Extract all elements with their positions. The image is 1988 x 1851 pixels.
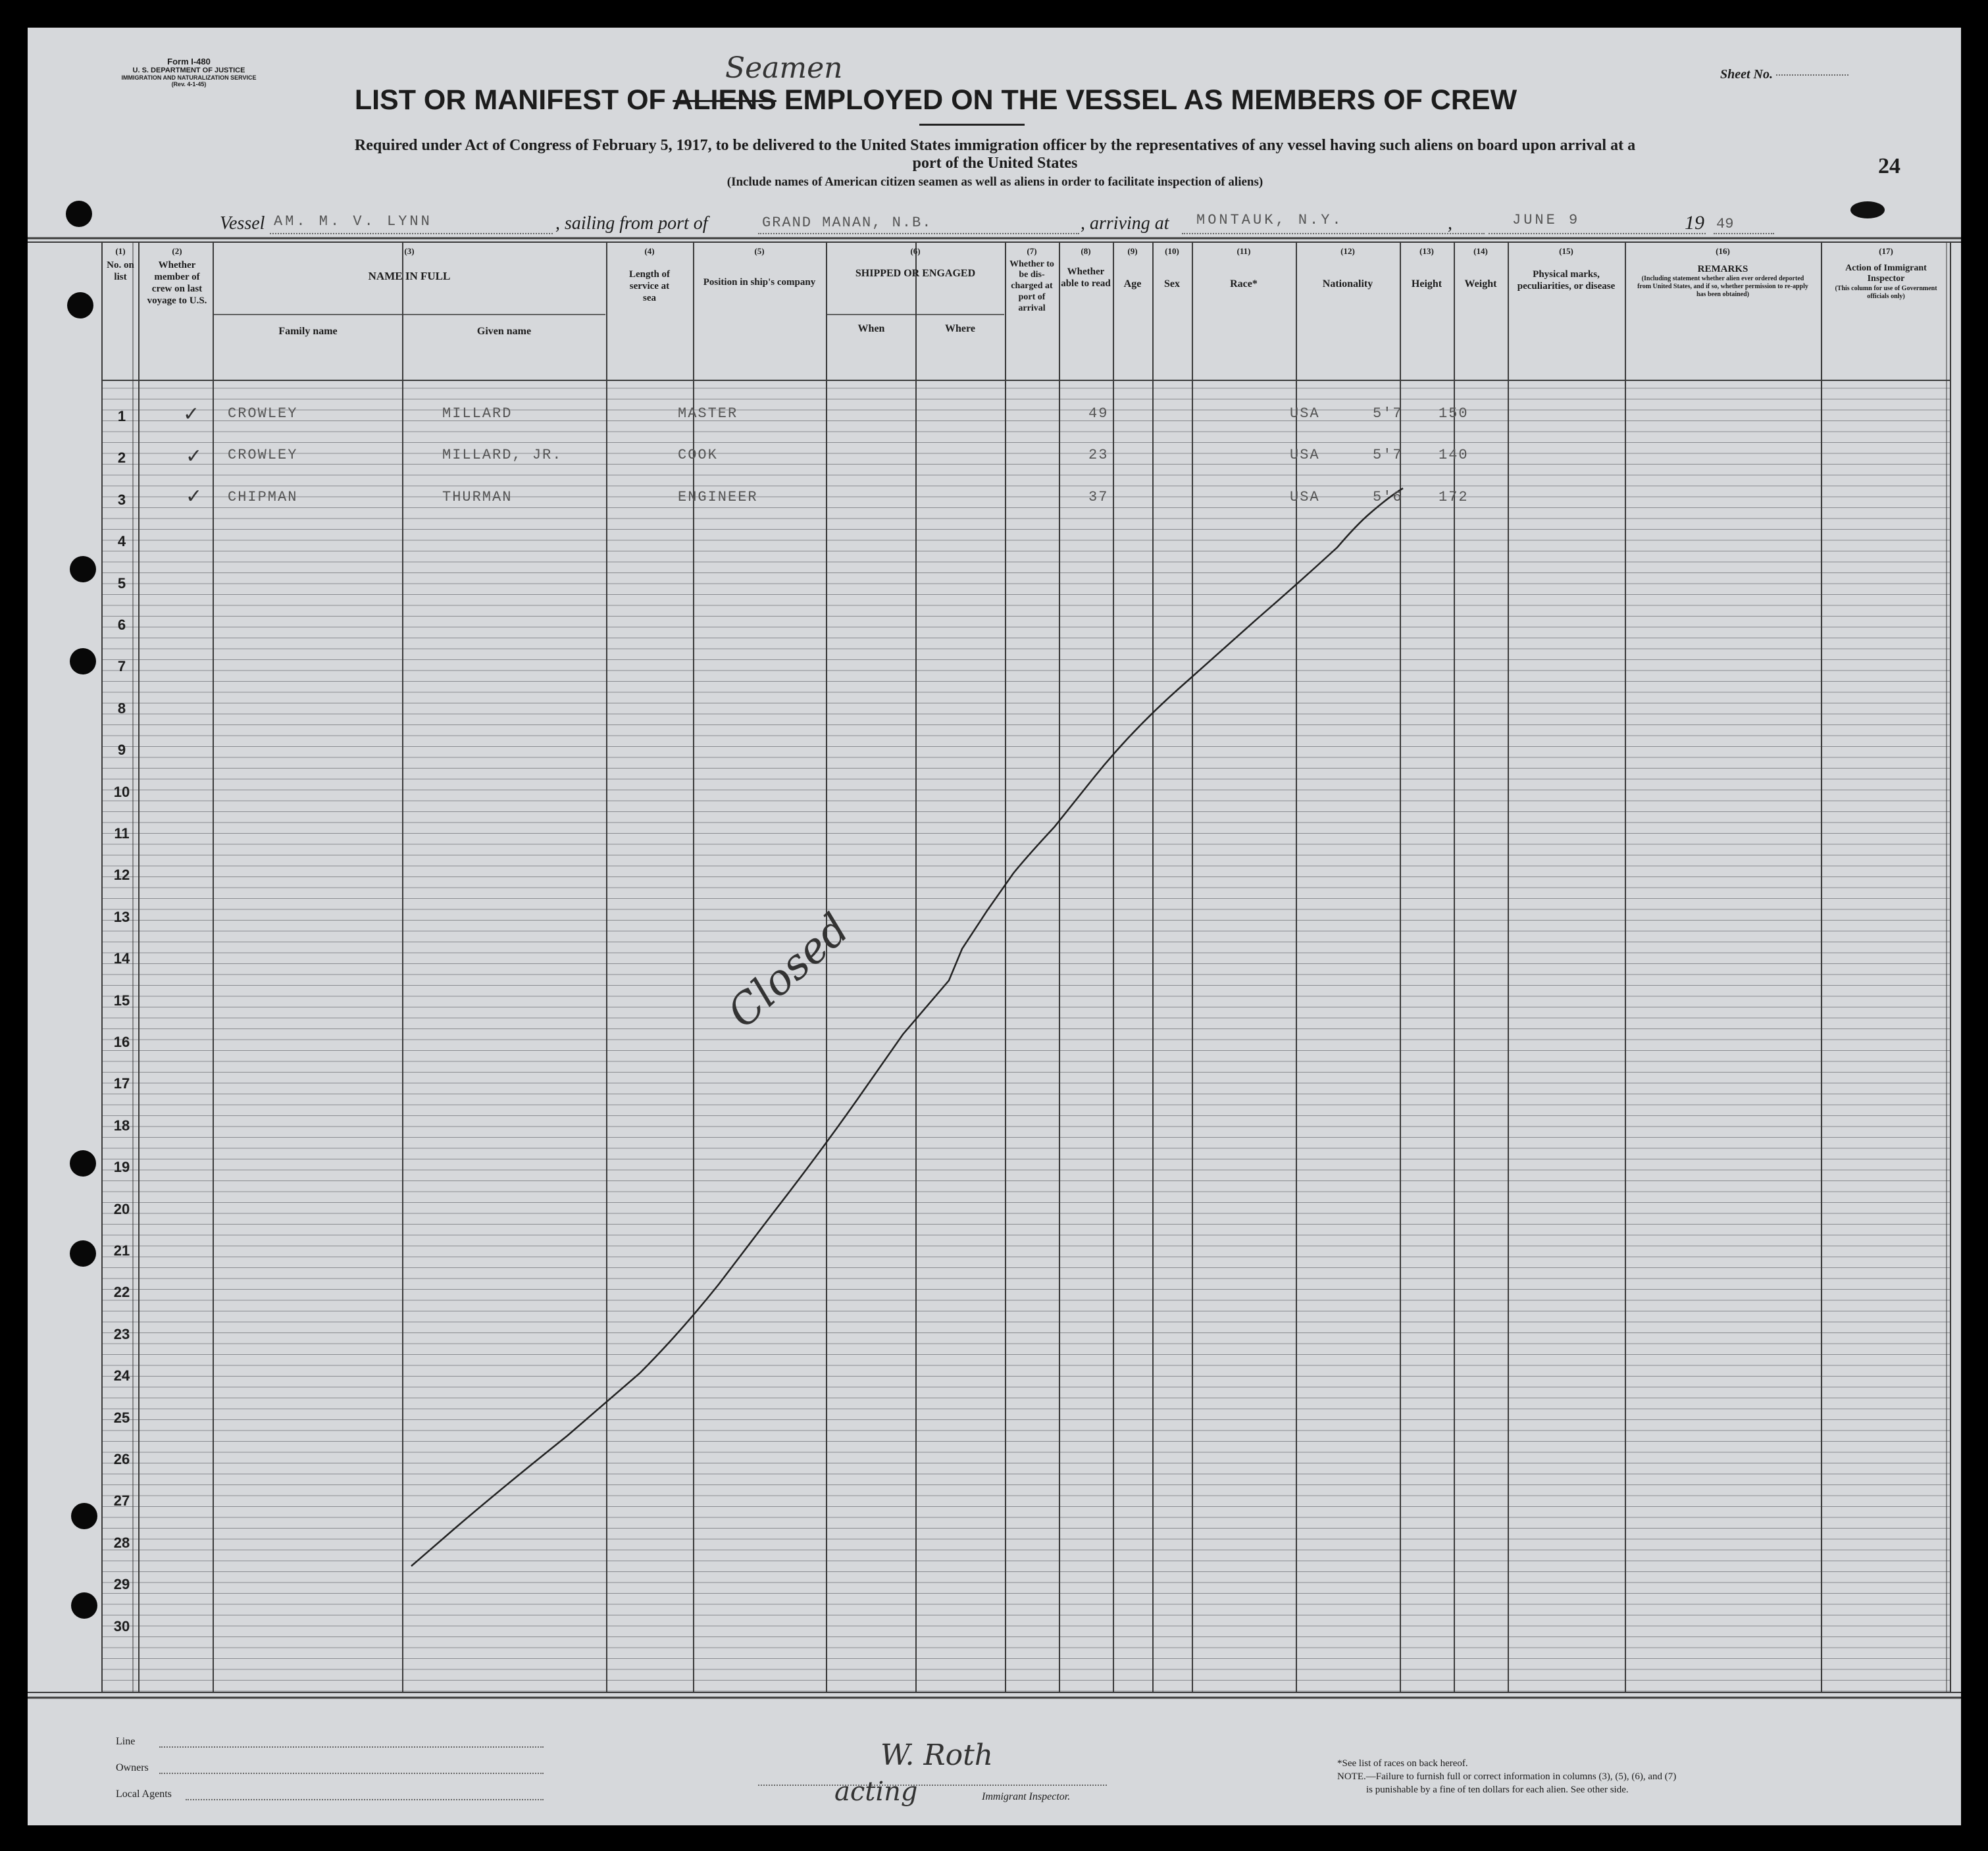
row-number: 7 <box>117 658 126 675</box>
col-9-label: Age <box>1123 278 1142 290</box>
ink-blot <box>1850 201 1885 218</box>
row-number: 11 <box>114 825 130 842</box>
subtitle-line2: port of the United States <box>912 155 1078 172</box>
row-number: 4 <box>117 533 126 550</box>
col-4-label: Length of service at sea <box>628 268 671 303</box>
row-number: 20 <box>113 1200 130 1217</box>
row-number: 27 <box>113 1492 130 1509</box>
col-13-label: Height <box>1411 278 1442 290</box>
crew-age: 49 <box>1088 405 1109 422</box>
col-17-num: (17) <box>1879 246 1893 256</box>
binder-hole <box>70 1240 96 1267</box>
col-8-num: (8) <box>1081 246 1091 256</box>
crew-height: 5'6 <box>1373 488 1403 505</box>
col-14-label: Weight <box>1464 278 1497 290</box>
row-number: 1 <box>117 408 126 424</box>
department: U. S. DEPARTMENT OF JUSTICE <box>132 66 245 74</box>
col-1-label: No. on list <box>107 259 134 282</box>
col-1-header <box>102 246 139 283</box>
row-number: 15 <box>113 992 130 1009</box>
crew-nationality: USA <box>1290 488 1320 505</box>
col-16-num: (16) <box>1716 246 1730 256</box>
binder-hole <box>70 556 96 582</box>
row-number: 10 <box>113 783 130 800</box>
row-number: 14 <box>113 950 130 967</box>
footer <box>28 1699 1961 1824</box>
sheet-number-label: Sheet No. <box>1720 67 1773 82</box>
col-1-num: (1) <box>115 246 126 256</box>
date-value: JUNE 9 <box>1512 212 1581 228</box>
row-number: 16 <box>113 1034 130 1050</box>
col-3-family-header: Family name <box>278 326 338 337</box>
col-6-num: (6) <box>910 246 921 256</box>
crew-height: 5'7 <box>1373 447 1403 464</box>
col-11-num: (11) <box>1236 246 1251 256</box>
page-number: 24 <box>1878 154 1900 178</box>
binder-hole <box>70 648 96 674</box>
row-number: 24 <box>113 1367 130 1384</box>
year-value: 49 <box>1716 216 1734 232</box>
col-3-num: (3) <box>404 246 415 256</box>
col-6-label: SHIPPED OR ENGAGED <box>855 267 976 279</box>
subtitle-line1: Required under Act of Congress of February 5, 1917, to be delivered to the United States immigration officer by the representatives of any vessel having such aliens on board upon arrival at a <box>354 137 1636 154</box>
row-number: 30 <box>113 1617 130 1635</box>
footer-note-1: NOTE.—Failure to furnish full or correct information in columns (3), (5), (6), and (7) <box>1337 1771 1677 1782</box>
col-2-label: Whether member of crew on last voyage to U.S. <box>147 259 207 306</box>
crew-given-name: MILLARD, JR. <box>442 447 563 464</box>
owners-blank <box>159 1773 544 1774</box>
col-16-label: REMARKS <box>1697 263 1748 274</box>
row-number: 22 <box>113 1284 130 1301</box>
col-15-label: Physical marks, peculiarities, or disease <box>1517 268 1616 292</box>
row-number: 18 <box>113 1117 130 1134</box>
row-number: 29 <box>113 1576 130 1593</box>
col-3-header <box>213 246 605 283</box>
owners-label: Owners <box>116 1762 149 1773</box>
col-13-header <box>1400 246 1453 290</box>
col-11-label: Race* <box>1230 278 1258 290</box>
col-14-num: (14) <box>1473 246 1488 256</box>
col-8-label: Whether able to read <box>1061 266 1111 289</box>
binder-hole <box>71 1592 97 1619</box>
row-number: 9 <box>117 742 126 759</box>
col-9-num: (9) <box>1127 246 1138 256</box>
col-3-label: NAME IN FULL <box>368 269 451 282</box>
col-5-header <box>694 246 825 288</box>
crew-nationality: USA <box>1290 447 1320 464</box>
col-15-num: (15) <box>1559 246 1573 256</box>
check-mark: ✓ <box>183 403 200 425</box>
crew-weight: 150 <box>1439 405 1469 422</box>
title-suffix: EMPLOYED ON THE VESSEL AS MEMBERS OF CREW <box>784 84 1517 116</box>
col-7-label: Whether to be dis-charged at port of arrival <box>1009 259 1054 313</box>
year-prefix: 19 <box>1685 212 1704 234</box>
sailing-label: , sailing from port of <box>555 213 708 234</box>
binder-hole <box>71 1503 97 1529</box>
crew-height: 5'7 <box>1373 405 1403 422</box>
binder-hole <box>67 292 93 318</box>
races-note: *See list of races on back hereof. <box>1337 1758 1468 1769</box>
crew-weight: 172 <box>1439 488 1469 505</box>
subtitle-line3: (Include names of American citizen seamen as well as aliens in order to facilitate inspection of aliens) <box>726 175 1263 189</box>
signature-blank <box>758 1785 1107 1786</box>
inspector-signature: W. Roth <box>880 1738 994 1772</box>
col-16-note: (Including statement whether alien ever ordered deported from United States, and if so, whether permission to re-apply has been obtained) <box>1637 274 1808 298</box>
vessel-value: AM. M. V. LYNN <box>274 213 432 230</box>
col-6-where-header: Where <box>945 323 975 334</box>
vessel-label: Vessel <box>220 213 265 234</box>
row-number: 5 <box>117 574 126 592</box>
crew-position: COOK <box>678 447 718 464</box>
handwritten-seamen: Seamen <box>725 51 843 85</box>
col-14-header <box>1454 246 1507 290</box>
col-2-num: (2) <box>172 246 182 256</box>
col-6-when-header: When <box>857 323 885 334</box>
form-number: Form I-480 <box>167 57 211 66</box>
closed-diagonal-stroke <box>411 488 1403 1566</box>
col-10-header <box>1153 246 1191 290</box>
col-12-label: Nationality <box>1322 278 1373 290</box>
col-13-num: (13) <box>1419 246 1434 256</box>
col-12-header <box>1296 246 1399 290</box>
col-16-header <box>1625 246 1820 299</box>
col-6-header <box>827 246 1004 280</box>
col-11-header <box>1192 246 1295 290</box>
binder-hole <box>70 1150 96 1177</box>
crew-nationality: USA <box>1290 405 1320 422</box>
closed-annotation: Closed <box>719 905 859 1038</box>
col-17-label: Action of Immigrant Inspector <box>1845 263 1927 284</box>
agents-label: Local Agents <box>116 1788 172 1800</box>
agents-blank <box>186 1799 544 1800</box>
service: IMMIGRATION AND NATURALIZATION SERVICE <box>121 74 257 81</box>
col-4-num: (4) <box>644 246 655 256</box>
row-number: 6 <box>117 617 126 633</box>
title-prefix: LIST OR MANIFEST OF <box>354 84 666 116</box>
crew-position: ENGINEER <box>678 488 758 505</box>
crew-family-name: CROWLEY <box>228 405 298 422</box>
col-12-num: (12) <box>1340 246 1355 256</box>
crew-family-name: CROWLEY <box>228 447 298 464</box>
title-struck-word: ALIENS <box>673 84 777 116</box>
col-17-header <box>1822 246 1950 301</box>
check-mark: ✓ <box>186 486 203 507</box>
col-9-header <box>1113 246 1152 290</box>
col-4-header <box>607 246 692 304</box>
row-number: 8 <box>117 699 126 717</box>
crew-position: MASTER <box>678 405 738 422</box>
crew-family-name: CHIPMAN <box>228 488 298 505</box>
row-number: 3 <box>117 491 126 508</box>
col-10-num: (10) <box>1165 246 1179 256</box>
row-number: 25 <box>113 1409 130 1426</box>
row-number: 13 <box>113 908 130 925</box>
col-7-header <box>1006 246 1058 315</box>
col-15-header <box>1508 246 1624 292</box>
col-2-header <box>144 246 210 307</box>
sailing-value: GRAND MANAN, N.B. <box>762 215 932 231</box>
col-7-num: (7) <box>1027 246 1037 256</box>
inspector-label: Immigrant Inspector. <box>982 1791 1071 1802</box>
row-number: 17 <box>113 1075 130 1092</box>
col-3-given-header: Given name <box>476 326 532 337</box>
footer-note-2: is punishable by a fine of ten dollars for each alien. See other side. <box>1366 1785 1629 1795</box>
crew-given-name: MILLARD <box>442 405 513 422</box>
arriving-value: MONTAUK, N.Y. <box>1196 212 1344 228</box>
line-label: Line <box>116 1736 136 1747</box>
row-number: 19 <box>113 1159 130 1176</box>
acting-annotation: acting <box>834 1777 918 1807</box>
check-mark: ✓ <box>186 445 203 467</box>
row-number: 26 <box>113 1451 130 1467</box>
row-number: 2 <box>117 449 126 467</box>
comma-separator: , <box>1448 213 1452 234</box>
revision: (Rev. 4-1-45) <box>171 81 207 88</box>
col-5-label: Position in ship's company <box>703 276 816 288</box>
crew-weight: 140 <box>1439 447 1469 464</box>
crew-given-name: THURMAN <box>442 488 513 505</box>
col-8-header <box>1059 246 1112 290</box>
col-17-note: (This column for use of Government officials only) <box>1835 285 1937 301</box>
row-number: 23 <box>113 1325 130 1342</box>
row-number: 21 <box>113 1242 130 1259</box>
manifest-sheet <box>28 28 1961 1825</box>
row-number: 12 <box>113 867 130 884</box>
line-blank <box>159 1746 544 1748</box>
row-number: 28 <box>113 1534 130 1551</box>
arriving-label: , arriving at <box>1081 213 1169 234</box>
crew-age: 37 <box>1088 488 1109 505</box>
crew-age: 23 <box>1088 447 1109 464</box>
col-10-label: Sex <box>1164 278 1180 290</box>
binder-hole <box>66 201 92 227</box>
col-5-num: (5) <box>754 246 765 256</box>
